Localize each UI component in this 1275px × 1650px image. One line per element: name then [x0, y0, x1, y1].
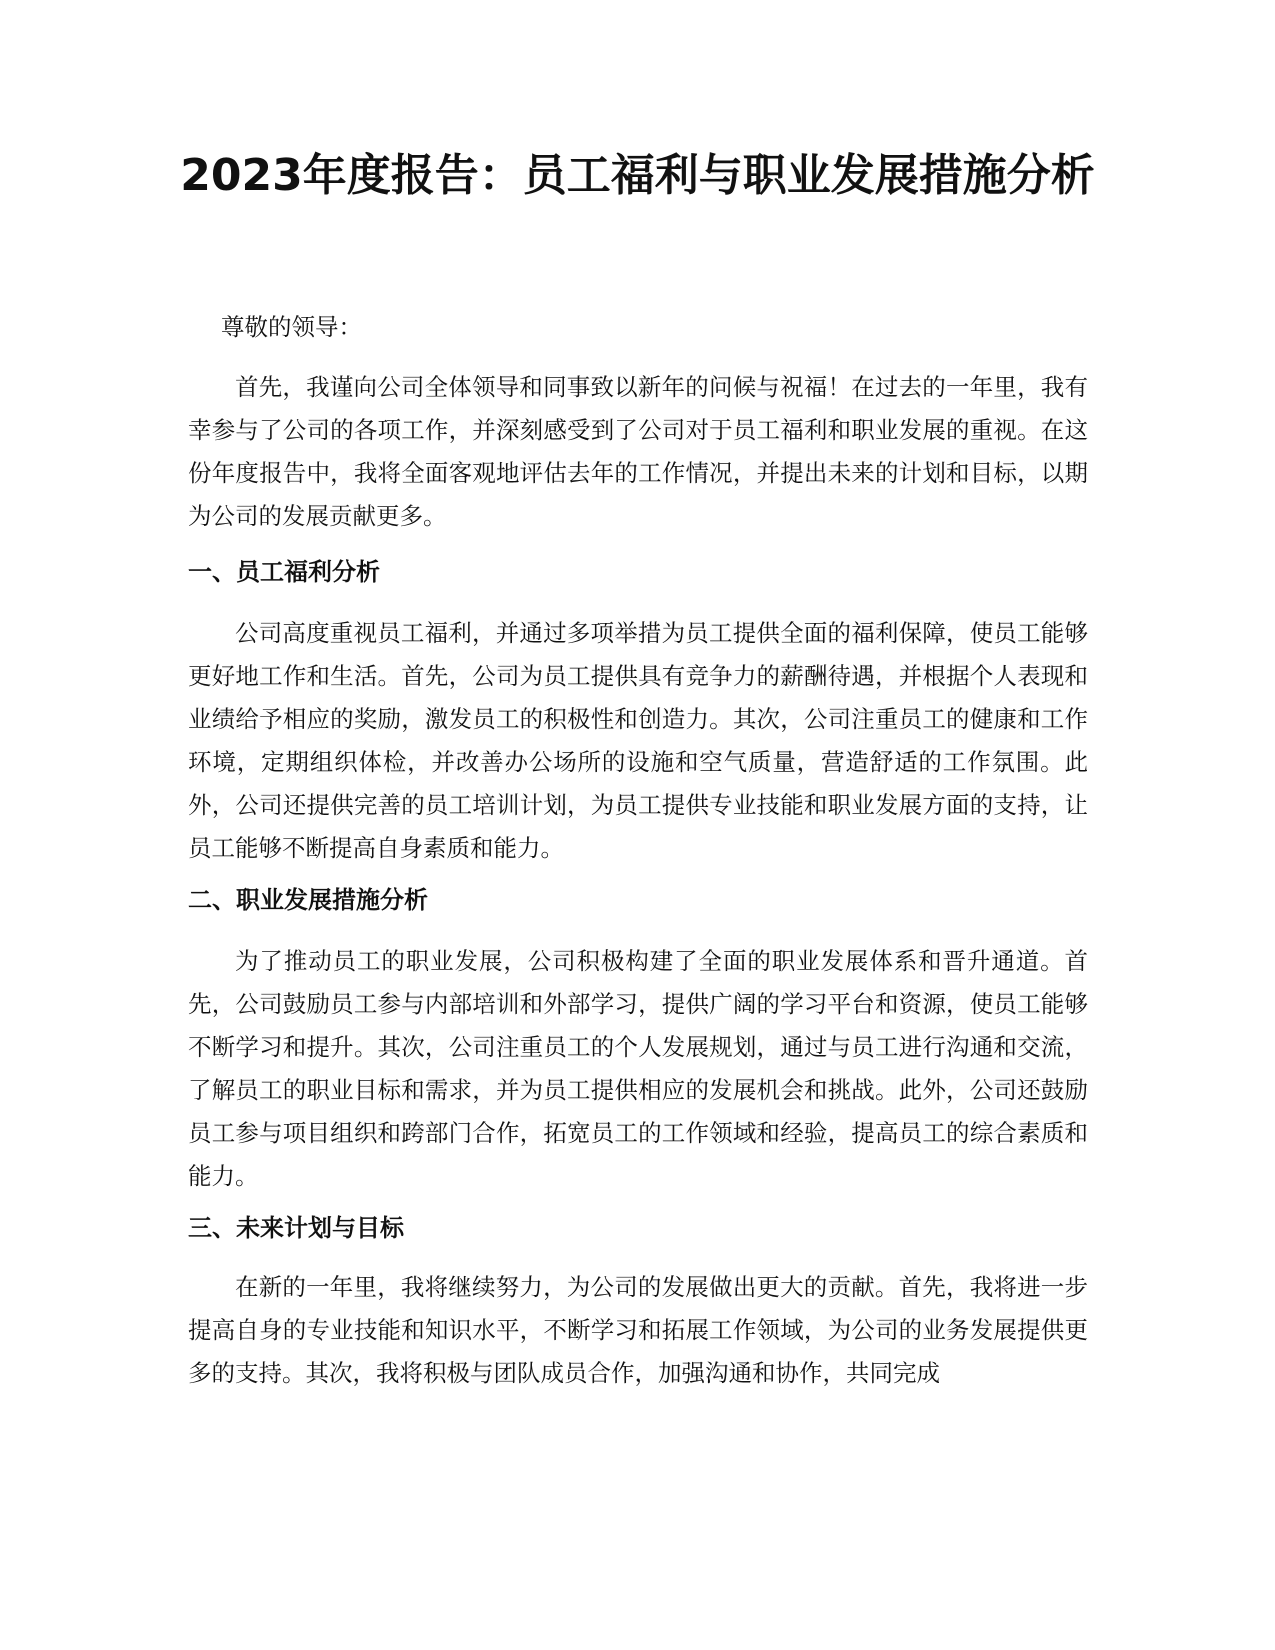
section-heading-career: 二、职业发展措施分析 — [188, 886, 428, 914]
section-body-career: 为了推动员工的职业发展，公司积极构建了全面的职业发展体系和晋升通道。首先，公司鼓励员工参与内部培训和外部学习，提供广阔的学习平台和资源，使员工能够不断学习和提升。其次，公司注重员工的个人发展规划，通过与员工进行沟通和交流，了解员工的职业目标和需求，并为员工提供相应的发展机会和挑战。此外，公司还鼓励员工参与项目组织和跨部门合作，拓宽员工的工作领域和经验，提高员工的综合素质和能力。 — [188, 947, 1088, 1190]
section-body-plans: 在新的一年里，我将继续努力，为公司的发展做出更大的贡献。首先，我将进一步提高自身的专业技能和知识水平，不断学习和拓展工作领域，为公司的业务发展提供更多的支持。其次，我将积极与团队成员合作，加强沟通和协作，共同完成 — [188, 1273, 1088, 1387]
section-body-welfare: 公司高度重视员工福利，并通过多项举措为员工提供全面的福利保障，使员工能够更好地工作和生活。首先，公司为员工提供具有竞争力的薪酬待遇，并根据个人表现和业绩给予相应的奖励，激发员工的积极性和创造力。其次，公司注重员工的健康和工作环境，定期组织体检，并改善办公场所的设施和空气质量，营造舒适的工作氛围。此外，公司还提供完善的员工培训计划，为员工提供专业技能和职业发展方面的支持，让员工能够不断提高自身素质和能力。 — [188, 619, 1088, 862]
section-heading-plans: 三、未来计划与目标 — [188, 1214, 404, 1242]
document-title: 2023年度报告：员工福利与职业发展措施分析 — [180, 150, 1095, 201]
section-heading-welfare: 一、员工福利分析 — [188, 558, 380, 586]
intro-paragraph: 首先，我谨向公司全体领导和同事致以新年的问候与祝福！在过去的一年里，我有幸参与了公司的各项工作，并深刻感受到了公司对于员工福利和职业发展的重视。在这份年度报告中，我将全面客观地评估去年的工作情况，并提出未来的计划和目标，以期为公司的发展贡献更多。 — [188, 373, 1088, 530]
salutation: 尊敬的领导： — [221, 313, 362, 341]
